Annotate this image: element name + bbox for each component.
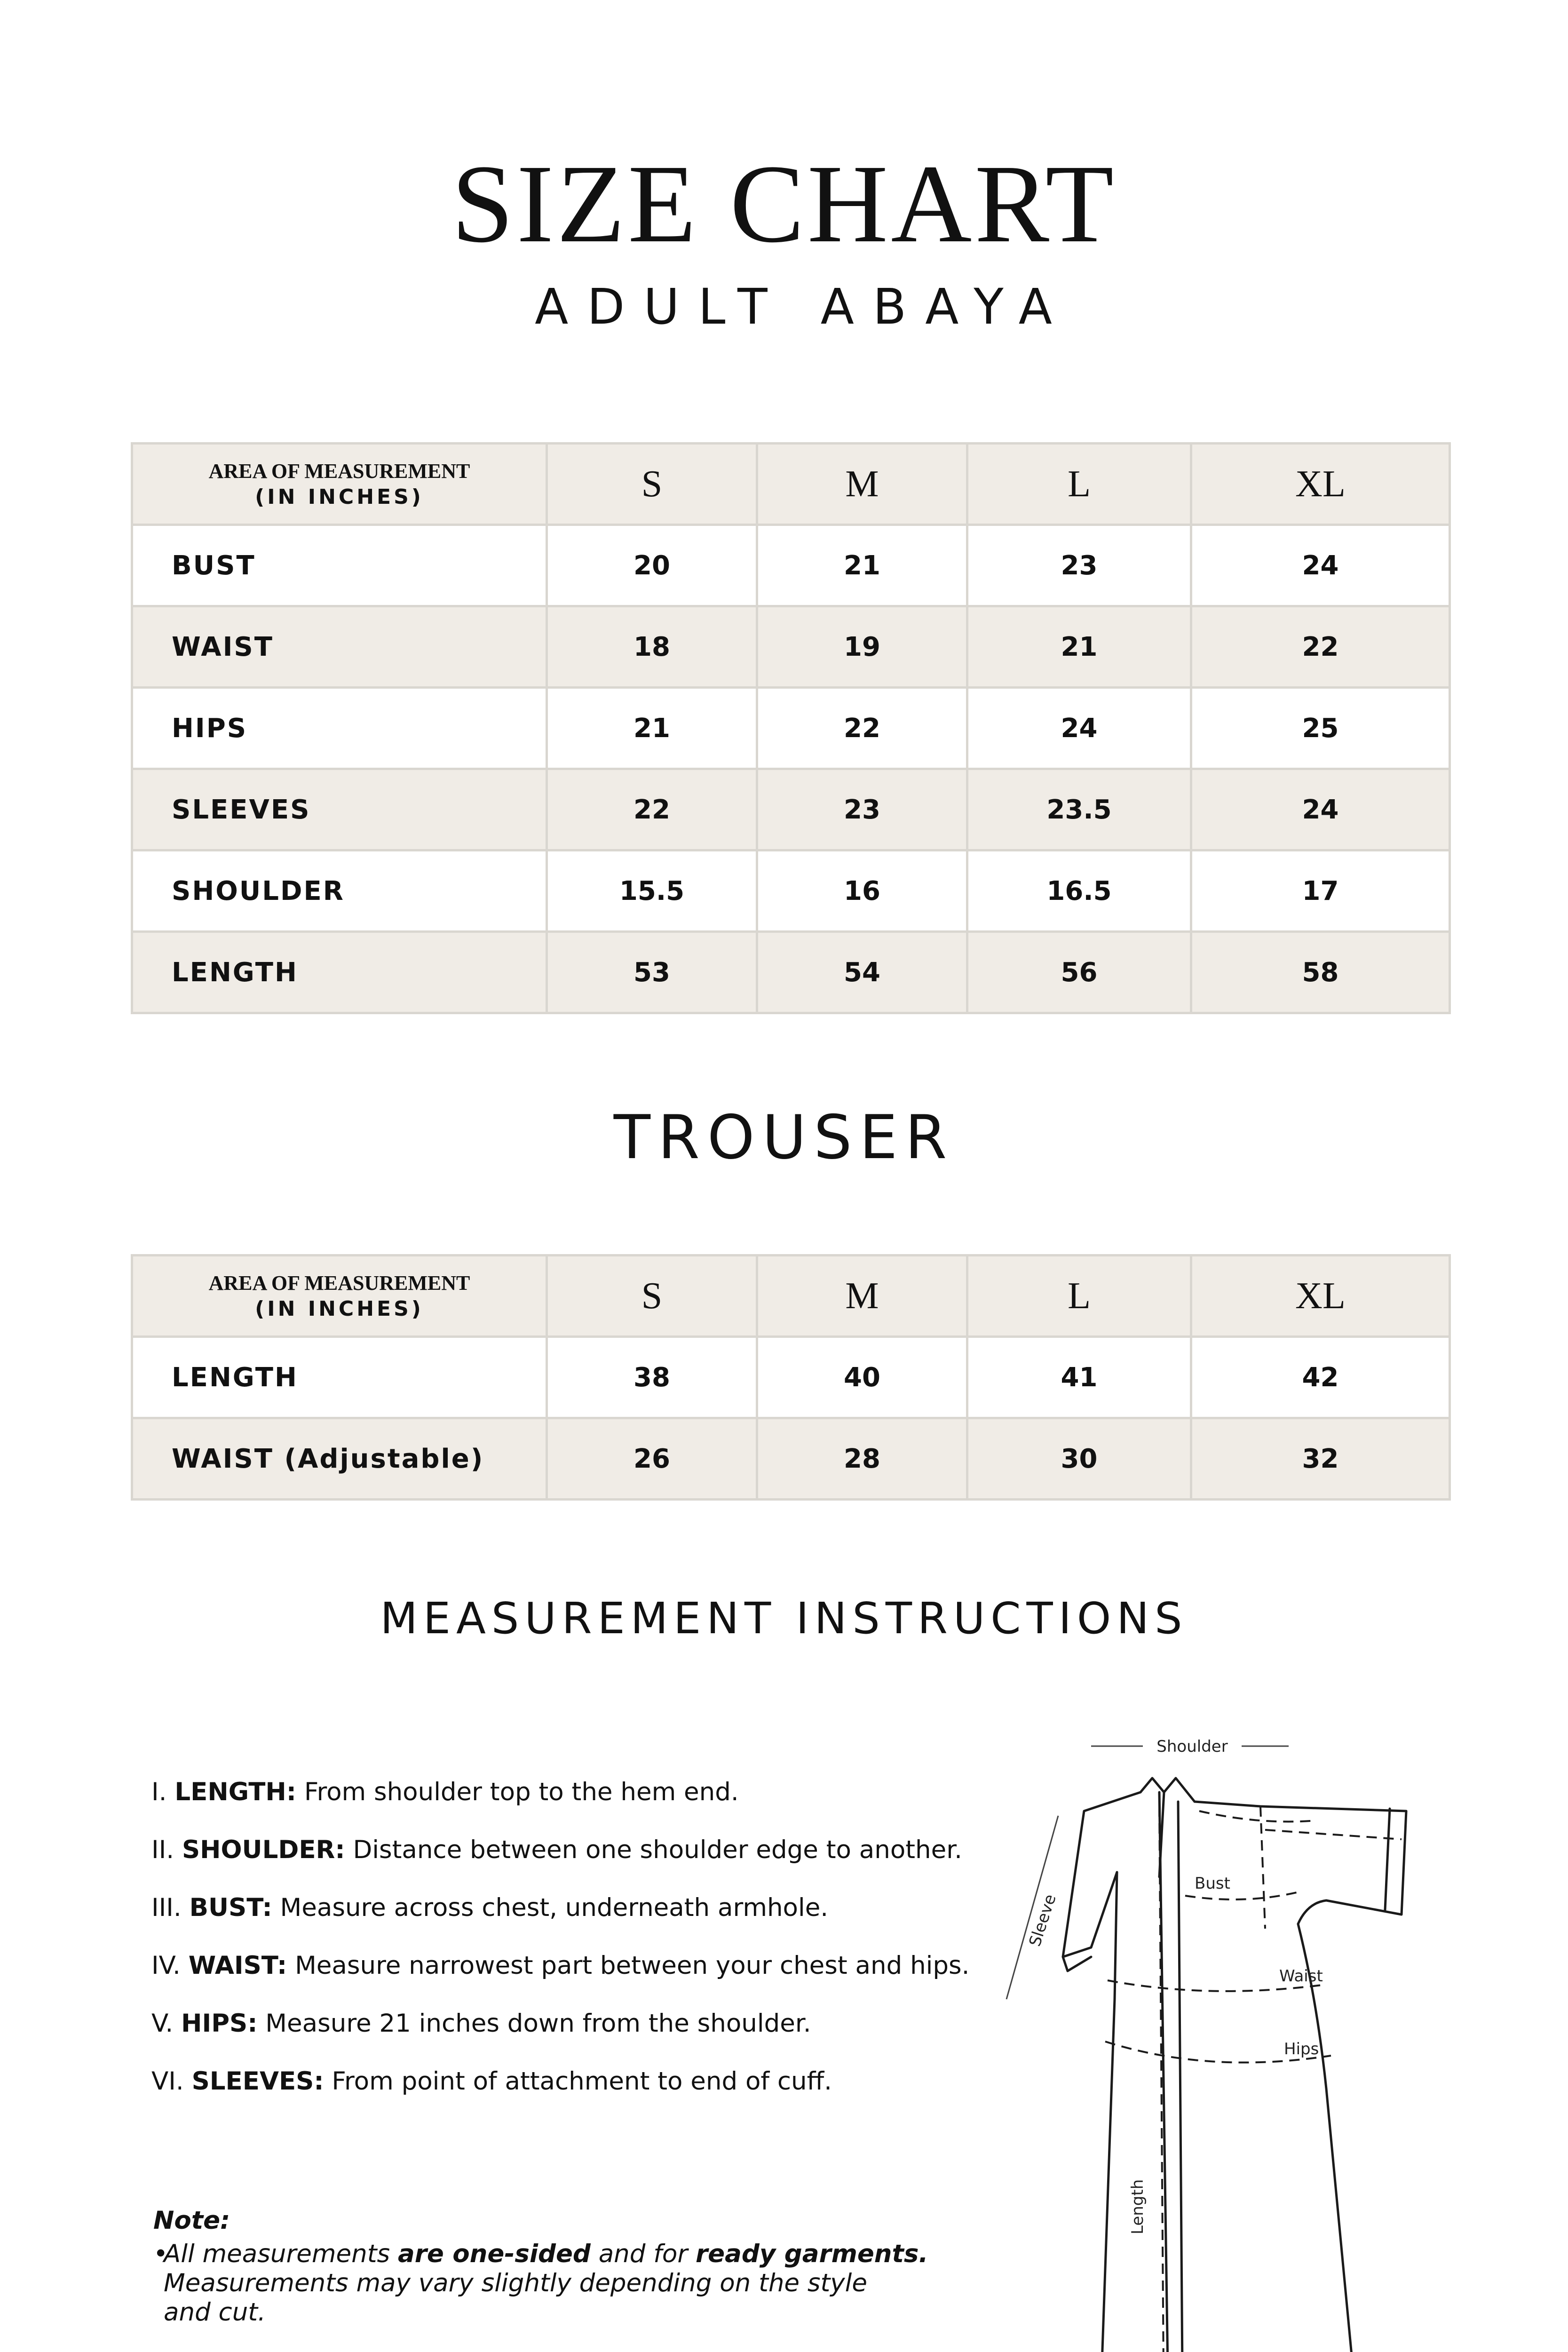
- table-cell: 15.5: [547, 850, 757, 932]
- sleeve-label: Sleeve: [1025, 1892, 1060, 1949]
- instructions-list: [151, 1778, 998, 2125]
- bust-label: Bust: [1195, 1874, 1230, 1893]
- table-header-row: [132, 444, 1450, 525]
- instructions-heading: MEASUREMENT INSTRUCTIONS: [380, 1593, 1188, 1644]
- table-cell: 38: [547, 1337, 757, 1418]
- list-item: [151, 2067, 998, 2125]
- area-label-line1: AREA OF MEASUREMENT: [208, 1271, 470, 1295]
- table-cell: 28: [757, 1418, 967, 1500]
- table-cell: 22: [1191, 606, 1450, 688]
- table-row: [132, 850, 1450, 932]
- note-line-3: and cut.: [164, 2298, 266, 2327]
- table-cell: 19: [757, 606, 967, 688]
- table-header-row: [132, 1255, 1450, 1337]
- item-number: I.: [151, 1778, 167, 1806]
- area-label-line2: (IN INCHES): [255, 1297, 424, 1321]
- row-label: LENGTH: [132, 1337, 547, 1418]
- table-row: [132, 932, 1450, 1013]
- table-row: [132, 1337, 1450, 1418]
- size-header-m: M: [757, 1255, 967, 1337]
- shoulder-label: Shoulder: [1156, 1737, 1228, 1756]
- item-number: IV.: [151, 1951, 181, 1980]
- size-header-xl: XL: [1191, 1255, 1450, 1337]
- item-number: III.: [151, 1893, 182, 1922]
- list-item: [151, 1894, 998, 1952]
- row-label: SLEEVES: [132, 769, 547, 850]
- table-cell: 56: [967, 932, 1191, 1013]
- row-label: WAIST: [132, 606, 547, 688]
- item-term: WAIST:: [188, 1951, 287, 1980]
- note-text: All measurements: [164, 2240, 398, 2268]
- note-body: [153, 2240, 1000, 2327]
- size-header-l: L: [967, 1255, 1191, 1337]
- table-cell: 53: [547, 932, 757, 1013]
- abaya-measurement-diagram: [997, 1736, 1449, 2352]
- area-label-line1: AREA OF MEASUREMENT: [208, 460, 470, 483]
- item-text: Measure narrowest part between your chest and hips.: [295, 1951, 970, 1980]
- abaya-size-table: [131, 442, 1451, 1014]
- table-cell: 21: [967, 606, 1191, 688]
- table-cell: 21: [547, 688, 757, 769]
- item-term: SLEEVES:: [191, 2067, 324, 2096]
- item-term: HIPS:: [181, 2009, 258, 2038]
- note-title: Note:: [153, 2206, 230, 2235]
- table-cell: 23: [967, 525, 1191, 606]
- page-subtitle: ADULT ABAYA: [535, 278, 1071, 335]
- item-term: BUST:: [189, 1893, 272, 1922]
- note-emphasis: ready garments.: [696, 2240, 928, 2268]
- table-row: [132, 688, 1450, 769]
- item-number: II.: [151, 1836, 174, 1864]
- abaya-outline: [1063, 1778, 1406, 2352]
- item-text: Measure 21 inches down from the shoulder.: [265, 2009, 811, 2038]
- item-term: SHOULDER:: [182, 1836, 345, 1864]
- table-row: [132, 525, 1450, 606]
- size-header-m: M: [757, 444, 967, 525]
- row-label: WAIST (Adjustable): [132, 1418, 547, 1500]
- table-row: [132, 1418, 1450, 1500]
- note-bullet: •: [153, 2240, 168, 2268]
- table-cell: 24: [1191, 525, 1450, 606]
- list-item: [151, 1952, 998, 2010]
- waist-label: Waist: [1279, 1967, 1323, 1986]
- table-cell: 23.5: [967, 769, 1191, 850]
- hips-label: Hips: [1284, 2040, 1319, 2058]
- size-header-s: S: [547, 444, 757, 525]
- table-row: [132, 769, 1450, 850]
- item-term: LENGTH:: [174, 1778, 296, 1806]
- item-text: From point of attachment to end of cuff.: [332, 2067, 832, 2096]
- trouser-size-table: [131, 1254, 1451, 1501]
- list-item: [151, 2010, 998, 2067]
- size-header-s: S: [547, 1255, 757, 1337]
- table-cell: 58: [1191, 932, 1450, 1013]
- table-cell: 26: [547, 1418, 757, 1500]
- item-number: VI.: [151, 2067, 184, 2096]
- table-cell: 24: [1191, 769, 1450, 850]
- note-text: and for: [590, 2240, 696, 2268]
- note-line-1: [153, 2240, 1000, 2269]
- length-label: Length: [1128, 2179, 1147, 2234]
- item-text: Distance between one shoulder edge to another.: [353, 1836, 963, 1864]
- table-cell: 17: [1191, 850, 1450, 932]
- table-cell: 41: [967, 1337, 1191, 1418]
- item-text: Measure across chest, underneath armhole.: [280, 1893, 829, 1922]
- table-cell: 20: [547, 525, 757, 606]
- list-item: [151, 1778, 998, 1836]
- table-cell: 22: [547, 769, 757, 850]
- item-text: From shoulder top to the hem end.: [304, 1778, 739, 1806]
- table-cell: 21: [757, 525, 967, 606]
- table-cell: 23: [757, 769, 967, 850]
- trouser-heading: TROUSER: [613, 1103, 955, 1173]
- table-cell: 25: [1191, 688, 1450, 769]
- row-label: BUST: [132, 525, 547, 606]
- list-item: [151, 1836, 998, 1894]
- table-cell: 18: [547, 606, 757, 688]
- measurement-guides: [1105, 1806, 1402, 2352]
- item-number: V.: [151, 2009, 174, 2038]
- note-emphasis: are one-sided: [397, 2240, 591, 2268]
- table-cell: 42: [1191, 1337, 1450, 1418]
- table-cell: 32: [1191, 1418, 1450, 1500]
- size-header-xl: XL: [1191, 444, 1450, 525]
- table-row: [132, 606, 1450, 688]
- row-label: SHOULDER: [132, 850, 547, 932]
- area-of-measurement-header: [132, 444, 547, 525]
- table-cell: 24: [967, 688, 1191, 769]
- row-label: LENGTH: [132, 932, 547, 1013]
- table-cell: 16: [757, 850, 967, 932]
- table-cell: 40: [757, 1337, 967, 1418]
- table-cell: 16.5: [967, 850, 1191, 932]
- note-line-2: Measurements may vary slightly depending on the style: [164, 2269, 867, 2297]
- row-label: HIPS: [132, 688, 547, 769]
- table-cell: 22: [757, 688, 967, 769]
- page-title: SIZE CHART: [451, 142, 1117, 266]
- table-cell: 30: [967, 1418, 1191, 1500]
- area-label-line2: (IN INCHES): [255, 485, 424, 509]
- size-header-l: L: [967, 444, 1191, 525]
- table-cell: 54: [757, 932, 967, 1013]
- note-block: [153, 2206, 1000, 2327]
- area-of-measurement-header: [132, 1255, 547, 1337]
